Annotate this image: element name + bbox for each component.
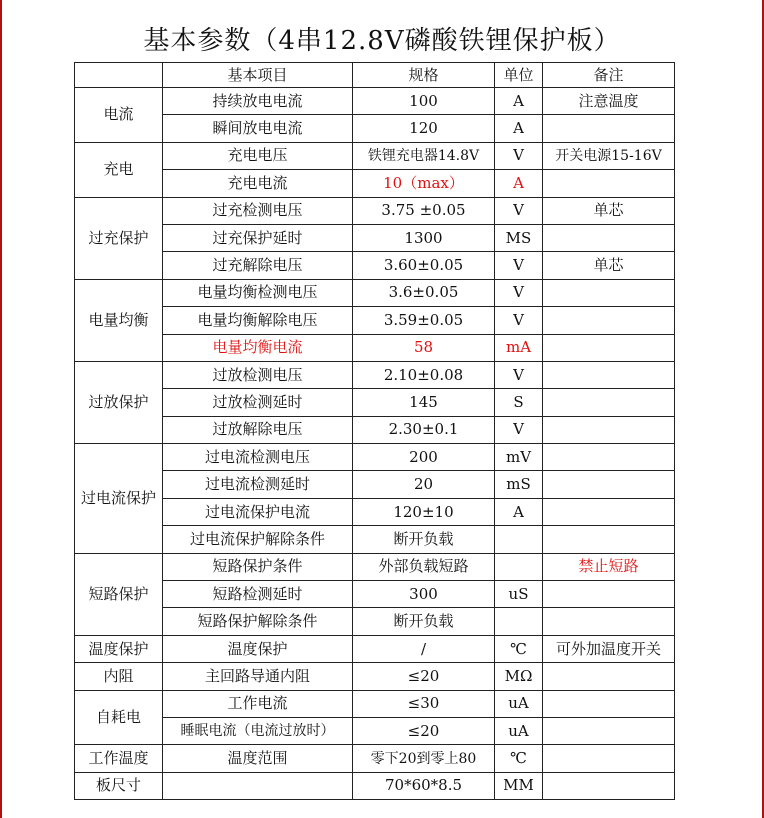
item-cell: 过充解除电压	[163, 252, 353, 279]
note-cell	[543, 498, 675, 525]
note-cell	[543, 717, 675, 744]
item-cell: 温度保护	[163, 635, 353, 662]
unit-cell: MΩ	[495, 663, 543, 690]
item-cell: 过电流保护解除条件	[163, 526, 353, 553]
spec-cell: 2.10±0.08	[353, 361, 495, 388]
note-cell	[543, 361, 675, 388]
note-cell	[543, 224, 675, 251]
unit-cell: MM	[495, 772, 543, 799]
table-header-row	[75, 63, 675, 88]
table-row	[75, 581, 675, 608]
unit-cell: uA	[495, 717, 543, 744]
item-cell: 电量均衡解除电压	[163, 307, 353, 334]
spec-cell: 10（max）	[353, 170, 495, 197]
spec-cell: 3.59±0.05	[353, 307, 495, 334]
note-cell: 注意温度	[543, 88, 675, 115]
unit-cell: uA	[495, 690, 543, 717]
item-cell: 过电流检测延时	[163, 471, 353, 498]
item-cell: 过电流保护电流	[163, 498, 353, 525]
table-row	[75, 389, 675, 416]
group-cell: 内阻	[75, 663, 163, 690]
table-row	[75, 334, 675, 361]
note-cell: 可外加温度开关	[543, 635, 675, 662]
table-row	[75, 416, 675, 443]
note-cell	[543, 608, 675, 635]
table-row	[75, 252, 675, 279]
unit-cell: uS	[495, 581, 543, 608]
note-cell	[543, 444, 675, 471]
unit-cell: V	[495, 279, 543, 306]
spec-cell: 1300	[353, 224, 495, 251]
table-row	[75, 197, 675, 224]
spec-cell: 断开负载	[353, 608, 495, 635]
group-cell: 充电	[75, 142, 163, 197]
item-cell: 电量均衡检测电压	[163, 279, 353, 306]
item-cell: 充电电压	[163, 142, 353, 169]
item-cell: 过放检测延时	[163, 389, 353, 416]
table-row	[75, 170, 675, 197]
unit-cell: S	[495, 389, 543, 416]
unit-cell: A	[495, 115, 543, 142]
item-cell: 电量均衡电流	[163, 334, 353, 361]
group-cell: 自耗电	[75, 690, 163, 745]
item-cell: 短路检测延时	[163, 581, 353, 608]
note-cell	[543, 772, 675, 799]
unit-cell: V	[495, 252, 543, 279]
spec-cell: 120	[353, 115, 495, 142]
spec-cell: 3.6±0.05	[353, 279, 495, 306]
item-cell	[163, 772, 353, 799]
table-row	[75, 444, 675, 471]
table-row	[75, 279, 675, 306]
header-note: 备注	[543, 63, 675, 88]
table-row	[75, 608, 675, 635]
group-cell: 电量均衡	[75, 279, 163, 361]
note-cell: 开关电源15-16V	[543, 142, 675, 169]
group-cell: 短路保护	[75, 553, 163, 635]
table-row	[75, 307, 675, 334]
unit-cell: V	[495, 197, 543, 224]
table-row	[75, 717, 675, 744]
table-row	[75, 142, 675, 169]
item-cell: 过充检测电压	[163, 197, 353, 224]
item-cell: 瞬间放电电流	[163, 115, 353, 142]
spec-cell: 2.30±0.1	[353, 416, 495, 443]
item-cell: 短路保护解除条件	[163, 608, 353, 635]
unit-cell: A	[495, 88, 543, 115]
unit-cell: mS	[495, 471, 543, 498]
table-row	[75, 635, 675, 662]
table-row	[75, 88, 675, 115]
table-row	[75, 690, 675, 717]
note-cell: 单芯	[543, 252, 675, 279]
group-cell: 过放保护	[75, 361, 163, 443]
unit-cell: ℃	[495, 635, 543, 662]
spec-cell: 铁锂充电器14.8V	[353, 142, 495, 169]
unit-cell: V	[495, 307, 543, 334]
spec-cell: 断开负载	[353, 526, 495, 553]
spec-cell: 外部负载短路	[353, 553, 495, 580]
spec-cell: /	[353, 635, 495, 662]
spec-cell: ≤20	[353, 717, 495, 744]
table-row	[75, 224, 675, 251]
group-cell: 温度保护	[75, 635, 163, 662]
spec-cell: ≤20	[353, 663, 495, 690]
table-row	[75, 115, 675, 142]
spec-cell: 零下20到零上80	[353, 745, 495, 772]
unit-cell: A	[495, 170, 543, 197]
group-cell: 板尺寸	[75, 772, 163, 799]
spec-cell: 145	[353, 389, 495, 416]
spec-cell: 58	[353, 334, 495, 361]
note-cell	[543, 115, 675, 142]
table-row	[75, 498, 675, 525]
header-item: 基本项目	[163, 63, 353, 88]
note-cell	[543, 389, 675, 416]
note-cell	[543, 170, 675, 197]
item-cell: 睡眠电流（电流过放时）	[163, 717, 353, 744]
unit-cell	[495, 608, 543, 635]
note-cell	[543, 471, 675, 498]
table-row	[75, 361, 675, 388]
page-title: 基本参数（4串12.8V磷酸铁锂保护板）	[143, 26, 621, 56]
unit-cell: V	[495, 416, 543, 443]
left-edge-line	[0, 0, 2, 818]
note-cell	[543, 307, 675, 334]
spec-cell: 20	[353, 471, 495, 498]
group-cell: 工作温度	[75, 745, 163, 772]
group-cell: 过充保护	[75, 197, 163, 279]
item-cell: 过充保护延时	[163, 224, 353, 251]
unit-cell: mV	[495, 444, 543, 471]
item-cell: 温度范围	[163, 745, 353, 772]
header-spec: 规格	[353, 63, 495, 88]
header-blank	[75, 63, 163, 88]
spec-cell: 3.60±0.05	[353, 252, 495, 279]
spec-cell: 300	[353, 581, 495, 608]
table-row	[75, 745, 675, 772]
note-cell: 单芯	[543, 197, 675, 224]
note-cell	[543, 745, 675, 772]
unit-cell: V	[495, 361, 543, 388]
table-row	[75, 553, 675, 580]
item-cell: 主回路导通内阻	[163, 663, 353, 690]
note-cell	[543, 663, 675, 690]
item-cell: 过放解除电压	[163, 416, 353, 443]
unit-cell	[495, 553, 543, 580]
item-cell: 工作电流	[163, 690, 353, 717]
note-cell	[543, 334, 675, 361]
group-cell: 过电流保护	[75, 444, 163, 554]
unit-cell: V	[495, 142, 543, 169]
spec-cell: ≤30	[353, 690, 495, 717]
note-cell	[543, 416, 675, 443]
unit-cell: A	[495, 498, 543, 525]
item-cell: 短路保护条件	[163, 553, 353, 580]
item-cell: 持续放电电流	[163, 88, 353, 115]
note-cell	[543, 279, 675, 306]
spec-table	[74, 62, 675, 800]
table-row	[75, 526, 675, 553]
note-cell	[543, 690, 675, 717]
item-cell: 充电电流	[163, 170, 353, 197]
table-row	[75, 471, 675, 498]
item-cell: 过电流检测电压	[163, 444, 353, 471]
spec-cell: 120±10	[353, 498, 495, 525]
item-cell: 过放检测电压	[163, 361, 353, 388]
table-row	[75, 663, 675, 690]
note-cell	[543, 526, 675, 553]
header-unit: 单位	[495, 63, 543, 88]
unit-cell: mA	[495, 334, 543, 361]
group-cell: 电流	[75, 88, 163, 143]
note-cell: 禁止短路	[543, 553, 675, 580]
note-cell	[543, 581, 675, 608]
unit-cell: MS	[495, 224, 543, 251]
spec-cell: 100	[353, 88, 495, 115]
spec-cell: 200	[353, 444, 495, 471]
unit-cell: ℃	[495, 745, 543, 772]
unit-cell	[495, 526, 543, 553]
spec-cell: 70*60*8.5	[353, 772, 495, 799]
table-row	[75, 772, 675, 799]
spec-cell: 3.75 ±0.05	[353, 197, 495, 224]
